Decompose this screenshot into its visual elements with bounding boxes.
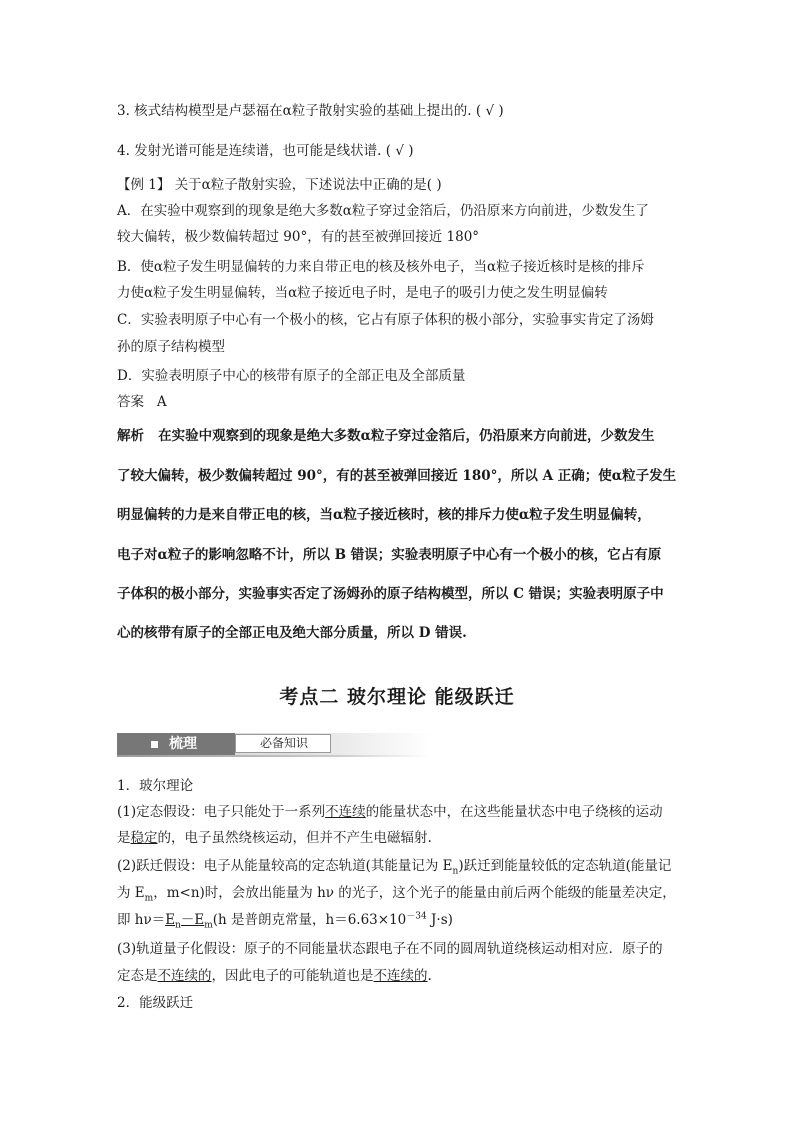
section-banner (117, 733, 431, 757)
example-question (117, 175, 442, 195)
banner-sub-label: 必备知识 (259, 736, 308, 750)
statement-4-text: 4. 发射光谱可能是连续谱，也可能是线状谱. (117, 143, 382, 159)
example-label: 【例 1】 (117, 177, 171, 193)
p2-sub-m: m (144, 893, 154, 904)
analysis-line-1 (117, 426, 655, 446)
p1-text-c: 是 (117, 830, 131, 846)
example-question-text: 关于α粒子散射实验，下述说法中正确的是( ) (174, 177, 442, 193)
p2-sub-m-2: m (204, 920, 213, 931)
answer-label: 答案 (117, 394, 144, 410)
p2-text-f: －E (180, 912, 205, 928)
p2-underline-e: E (165, 912, 176, 928)
statement-3 (117, 101, 504, 121)
option-b-line2: 力使α粒子发生明显偏转，当α粒子接近电子时，是电子的吸引力使之发生明显偏转 (117, 285, 608, 301)
p1-underline-2: 稳定 (130, 830, 158, 846)
analysis-line-5: 子体积的极小部分，实验事实否定了汤姆孙的原子结构模型，所以 C 错误；实验表明原子中 (117, 586, 664, 602)
p2-text-b: )跃迁到能量较低的定态轨道(能量记 (458, 858, 672, 874)
bohr-p2-line2 (117, 883, 676, 903)
p2-underlined-formula (165, 912, 213, 931)
section-title: 考点二 玻尔理论 能级跃迁 (279, 686, 515, 708)
analysis-line-2: 了较大偏转，极少数偏转超过 90°，有的甚至被弹回接近 180°，所以 A 正确；使α粒子发生 (117, 468, 677, 484)
bohr-p3-line1: (3)轨道量子化假设：原子的不同能量状态跟电子在不同的圆周轨道绕核运动相对应．原子的 (117, 941, 663, 957)
banner-sub-box (235, 734, 331, 753)
p1-text-d: 的，电子虽然绕核运动，但并不产生电磁辐射. (157, 830, 432, 846)
p1-text-b: 的能量状态中，在这些能量状态中电子绕核的运动 (365, 804, 663, 820)
analysis-line-4: 电子对α粒子的影响忽略不计，所以 B 错误；实验表明原子中心有一个极小的核，它占有原 (117, 547, 662, 563)
energy-level-heading: 2．能级跃迁 (117, 995, 194, 1011)
option-c-line1: C．实验表明原子中心有一个极小的核，它占有原子体积的极小部分，实验事实肯定了汤姆 (117, 312, 654, 328)
option-a-line2: 较大偏转，极少数偏转超过 90°，有的甚至被弹回接近 180° (117, 229, 480, 245)
p3-underline-1: 不连续的 (157, 968, 212, 984)
bohr-p1-line2 (117, 828, 432, 848)
answer (117, 392, 167, 412)
analysis-text-1: 在实验中观察到的现象是绝大多数α粒子穿过金箔后，仍沿原来方向前进，少数发生 (158, 428, 655, 444)
p3-text-b: 定态是 (117, 968, 158, 984)
option-b-line1: B．使α粒子发生明显偏转的力来自带正电的核及核外电子，当α粒子接近核时是核的排斥 (117, 259, 645, 275)
analysis-line-6: 心的核带有原子的全部正电及绝大部分质量，所以 D 错误. (117, 625, 467, 641)
option-c-line2: 孙的原子结构模型 (117, 339, 225, 355)
p3-underline-2: 不连续的 (373, 968, 428, 984)
analysis-label: 解析 (117, 428, 144, 444)
p2-sub-n-2: n (175, 920, 181, 931)
bohr-p3-line2 (117, 966, 432, 986)
p3-text-d: . (427, 968, 432, 984)
p2-text-e: 即 hν＝ (117, 912, 166, 928)
bohr-p2-line3 (117, 910, 453, 930)
p1-underline-1: 不连续 (325, 804, 366, 820)
banner-underline (117, 755, 431, 757)
statement-3-text: 3. 核式结构模型是卢瑟福在α粒子散射实验的基础上提出的. (117, 103, 472, 119)
bohr-p2-line1 (117, 856, 671, 876)
p2-text-g: (h 是普朗克常量，h＝6.63×10 (212, 912, 407, 928)
p2-text-h: J·s) (426, 912, 453, 928)
statement-4 (117, 141, 413, 161)
banner-title: 梳理 (169, 736, 197, 752)
p1-text-a: (1)定态假设：电子只能处于一系列 (117, 804, 326, 820)
statement-4-mark: ( √ ) (385, 143, 414, 159)
analysis-line-3: 明显偏转的力是来自带正电的核，当α粒子接近核时，核的排斥力使α粒子发生明显偏转， (117, 507, 651, 523)
p2-text-a: (2)跃迁假设：电子从能量较高的定态轨道(其能量记为 E (117, 858, 453, 874)
statement-3-mark: ( √ ) (475, 103, 504, 119)
bohr-p1-line1 (117, 802, 663, 822)
p2-text-c: 为 E (117, 885, 145, 901)
p2-sub-n: n (452, 866, 459, 877)
p2-exponent: －34 (406, 911, 427, 922)
p3-text-c: ，因此电子的可能轨道也是 (211, 968, 374, 984)
option-d: D．实验表明原子中心的核带有原子的全部正电及全部质量 (117, 368, 466, 384)
p2-text-d: ，m<n)时，会放出能量为 hν 的光子，这个光子的能量由前后两个能级的能量差决定， (153, 885, 676, 901)
option-a-line1: A．在实验中观察到的现象是绝大多数α粒子穿过金箔后，仍沿原来方向前进，少数发生了 (117, 203, 649, 219)
square-icon (151, 741, 158, 748)
bohr-heading: 1．玻尔理论 (117, 778, 194, 794)
answer-value: A (156, 394, 167, 410)
